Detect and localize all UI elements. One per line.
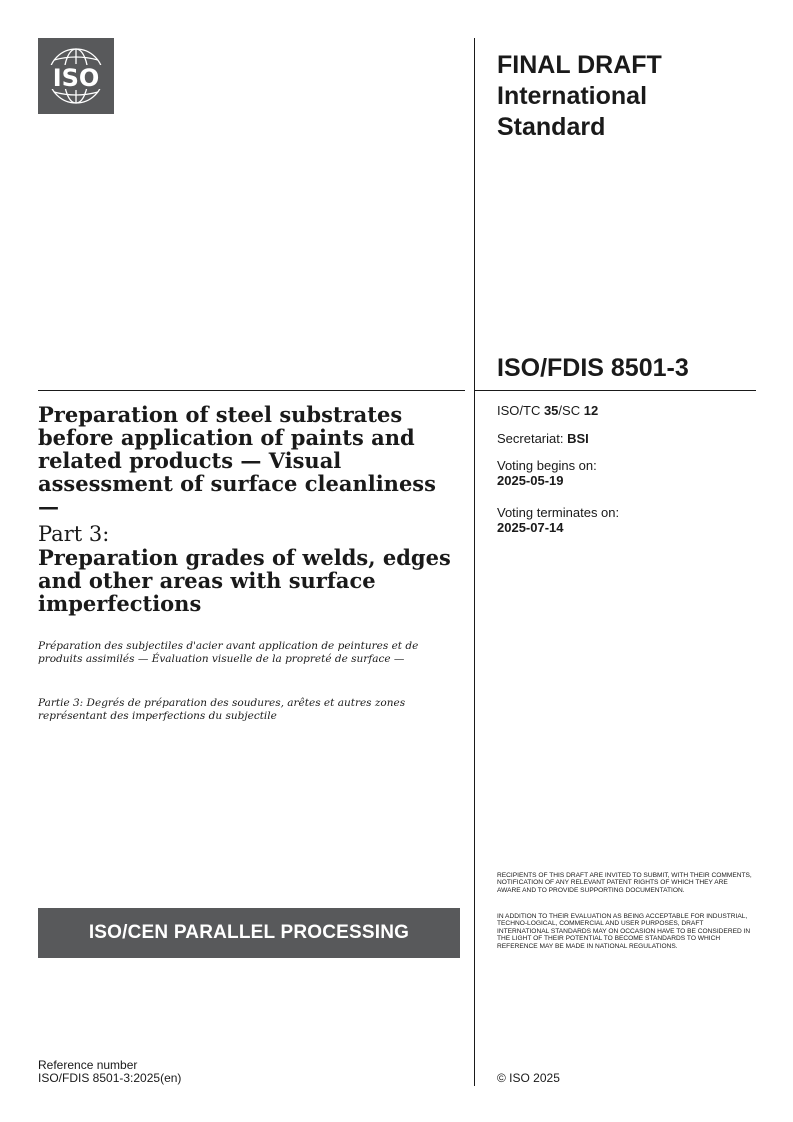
document-number: ISO/FDIS 8501-3 <box>497 354 689 382</box>
secretariat-value: BSI <box>567 431 589 446</box>
reference-number-value: ISO/FDIS 8501-3:2025(en) <box>38 1071 182 1085</box>
status-line-3: Standard <box>497 113 606 141</box>
sc-number: 12 <box>583 403 599 418</box>
committee-prefix: ISO/TC <box>497 403 544 418</box>
secretariat-line <box>497 431 589 446</box>
french-part-title: Partie 3: Degrés de préparation des soudures, arêtes et autres zones représentant des imperfections du subjectile <box>38 697 406 722</box>
sc-prefix: /SC <box>558 403 584 418</box>
svg-text:ISO: ISO <box>52 64 100 92</box>
vertical-divider <box>474 38 475 1086</box>
tc-number: 35 <box>543 403 559 418</box>
document-status <box>497 50 757 143</box>
status-line-2: International <box>497 82 648 110</box>
copyright: © ISO 2025 <box>497 1071 560 1085</box>
notice-paragraph-1: RECIPIENTS OF THIS DRAFT ARE INVITED TO SUBMIT, WITH THEIR COMMENTS, NOTIFICATION OF ANY RELEVANT PATENT RIGHTS OF WHICH THEY ARE AWARE AND TO PROVIDE SUPPORTING DOCUMENTATION. <box>497 872 752 894</box>
parallel-processing-banner: ISO/CEN PARALLEL PROCESSING <box>38 908 460 958</box>
voting-ends-date <box>497 520 564 535</box>
part-label: Part 3: <box>38 522 110 546</box>
iso-logo <box>38 38 114 114</box>
status-line-1: FINAL DRAFT <box>497 51 662 79</box>
voting-begins-date <box>497 473 564 488</box>
iso-globe-icon <box>38 38 114 114</box>
secretariat-label: Secretariat: <box>497 431 568 446</box>
reference-number-label: Reference number <box>38 1058 138 1072</box>
voting-ends-label: Voting terminates on: <box>497 505 620 520</box>
french-main-title: Préparation des subjectiles d'acier avant application de peintures et de produits assimilés — Évaluation visuelle de la propreté de surface — <box>38 640 419 665</box>
voting-begins-label: Voting begins on: <box>497 458 597 473</box>
right-horizontal-rule <box>474 390 756 391</box>
voting-begins-value: 2025-05-19 <box>497 473 564 488</box>
part-title: Preparation grades of welds, edges and other areas with surface imperfections <box>38 545 451 616</box>
left-horizontal-rule <box>38 390 465 391</box>
committee-line <box>497 403 598 418</box>
notice-paragraph-2: IN ADDITION TO THEIR EVALUATION AS BEING ACCEPTABLE FOR INDUSTRIAL, TECHNO-LOGICAL, COMMERCIAL AND USER PURPOSES, DRAFT INTERNATIONAL STANDARDS MAY ON OCCASION HAVE TO BE CONSIDERED IN THE LIGHT OF THEIR POTENTIAL TO BECOME STANDARDS TO WHICH REFERENCE MAY BE MADE IN NATIONAL REGULATIONS. <box>497 913 751 950</box>
main-title: Preparation of steel substrates before application of paints and related products — Visual assessment of surface cleanliness — <box>38 402 436 519</box>
voting-ends-value: 2025-07-14 <box>497 520 564 535</box>
